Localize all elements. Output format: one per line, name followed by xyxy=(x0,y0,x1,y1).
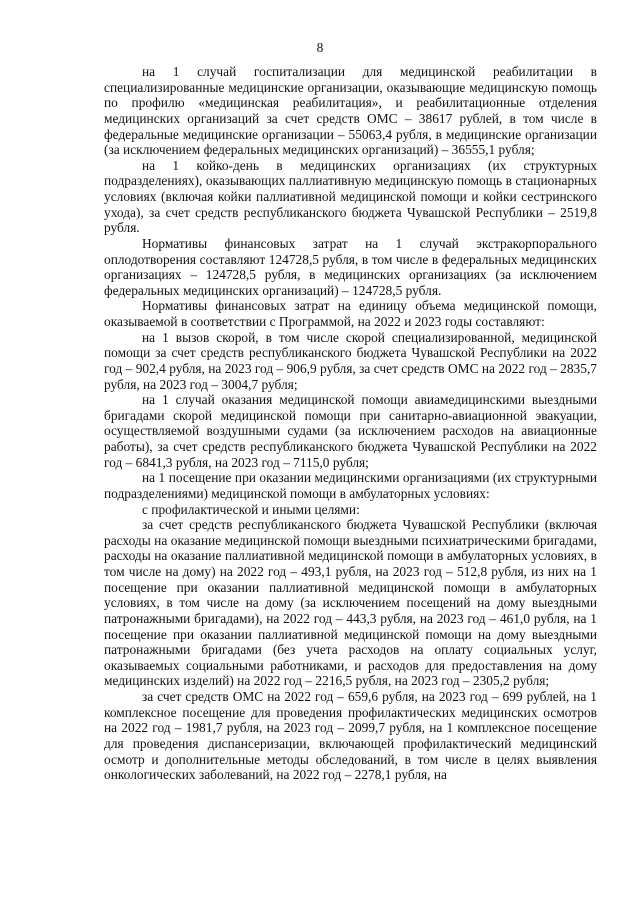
paragraph: на 1 посещение при оказании медицинскими организациями (их структурными подразделениями) медицинской помощи в амбулаторных условиях: xyxy=(104,470,597,501)
paragraph: на 1 вызов скорой, в том числе скорой специализированной, медицинской помощи за счет средств республиканского бюджета Чувашской Республики на 2022 год – 902,4 рубля, на 2023 год – 906,9 рубля, за счет средств ОМС на 2022 год – 2835,7 рубля, на 2023 год – 3004,7 рубля; xyxy=(104,329,597,392)
page-number: 8 xyxy=(316,40,324,55)
document-body xyxy=(104,64,597,783)
paragraph: на 1 случай оказания медицинской помощи авиамедицинскими выездными бригадами скорой медицинской помощи при санитарно-авиационной эвакуации, осуществляемой воздушными судами (за исключением расходов на авиационные работы), за счет средств республиканского бюджета Чувашской Республики на 2022 год – 6841,3 рубля, на 2023 год – 7115,0 рубля; xyxy=(104,392,597,470)
paragraph: за счет средств ОМС на 2022 год – 659,6 рубля, на 2023 год – 699 рублей, на 1 комплексное посещение для проведения профилактических медицинских осмотров на 2022 год – 1981,7 рубля, на 2023 год – 2099,7 рубля, на 1 комплексное посещение для проведения диспансеризации, включающей профилактический медицинский осмотр и дополнительные методы обследований, в том числе в целях выявления онкологических заболеваний, на 2022 год – 2278,1 рубля, на xyxy=(104,689,597,783)
paragraph: за счет средств республиканского бюджета Чувашской Республики (включая расходы на оказание медицинской помощи выездными психиатрическими бригадами, расходы на оказание паллиативной медицинской помощи в амбулаторных условиях, в том числе на дому) на 2022 год – 493,1 рубля, на 2023 год – 512,8 рубля, из них на 1 посещение при оказании паллиативной медицинской помощи в амбулаторных условиях, в том числе на дому (за исключением посещений на дому выездными патронажными бригадами), на 2022 год – 443,3 рубля, на 2023 год – 461,0 рубля, на 1 посещение при оказании паллиативной медицинской помощи на дому выездными патронажными бригадами (без учета расходов на оплату социальных услуг, оказываемых социальными работниками, и расходов для предоставления на дому медицинских изделий) на 2022 год – 2216,5 рубля, на 2023 год – 2305,2 рубля; xyxy=(104,517,597,689)
paragraph: с профилактической и иными целями: xyxy=(142,501,360,517)
paragraph: Нормативы финансовых затрат на 1 случай экстракорпорального оплодотворения составляют 124728,5 рубля, в том числе в федеральных медицинских организациях – 124728,5 рубля, в медицинских организациях (за исключением федеральных медицинских организаций) – 124728,5 рубля. xyxy=(104,235,597,298)
paragraph: Нормативы финансовых затрат на единицу объема медицинской помощи, оказываемой в соответствии с Программой, на 2022 и 2023 годы составляют: xyxy=(104,298,597,329)
paragraph: на 1 случай госпитализации для медицинской реабилитации в специализированные медицинские организации, оказывающие медицинскую помощь по профилю «медицинская реабилитация», и реабилитационные отделения медицинских организаций за счет средств ОМС – 38617 рублей, в том числе в федеральные медицинские организации – 55063,4 рубля, в медицинские организации (за исключением федеральных медицинских организаций) – 36555,1 рубля; xyxy=(104,64,597,158)
paragraph: на 1 койко-день в медицинских организациях (их структурных подразделениях), оказывающих паллиативную медицинскую помощь в стационарных условиях (включая койки паллиативной медицинской помощи и койки сестринского ухода), за счет средств республиканского бюджета Чувашской Республики – 2519,8 рубля. xyxy=(104,157,597,236)
